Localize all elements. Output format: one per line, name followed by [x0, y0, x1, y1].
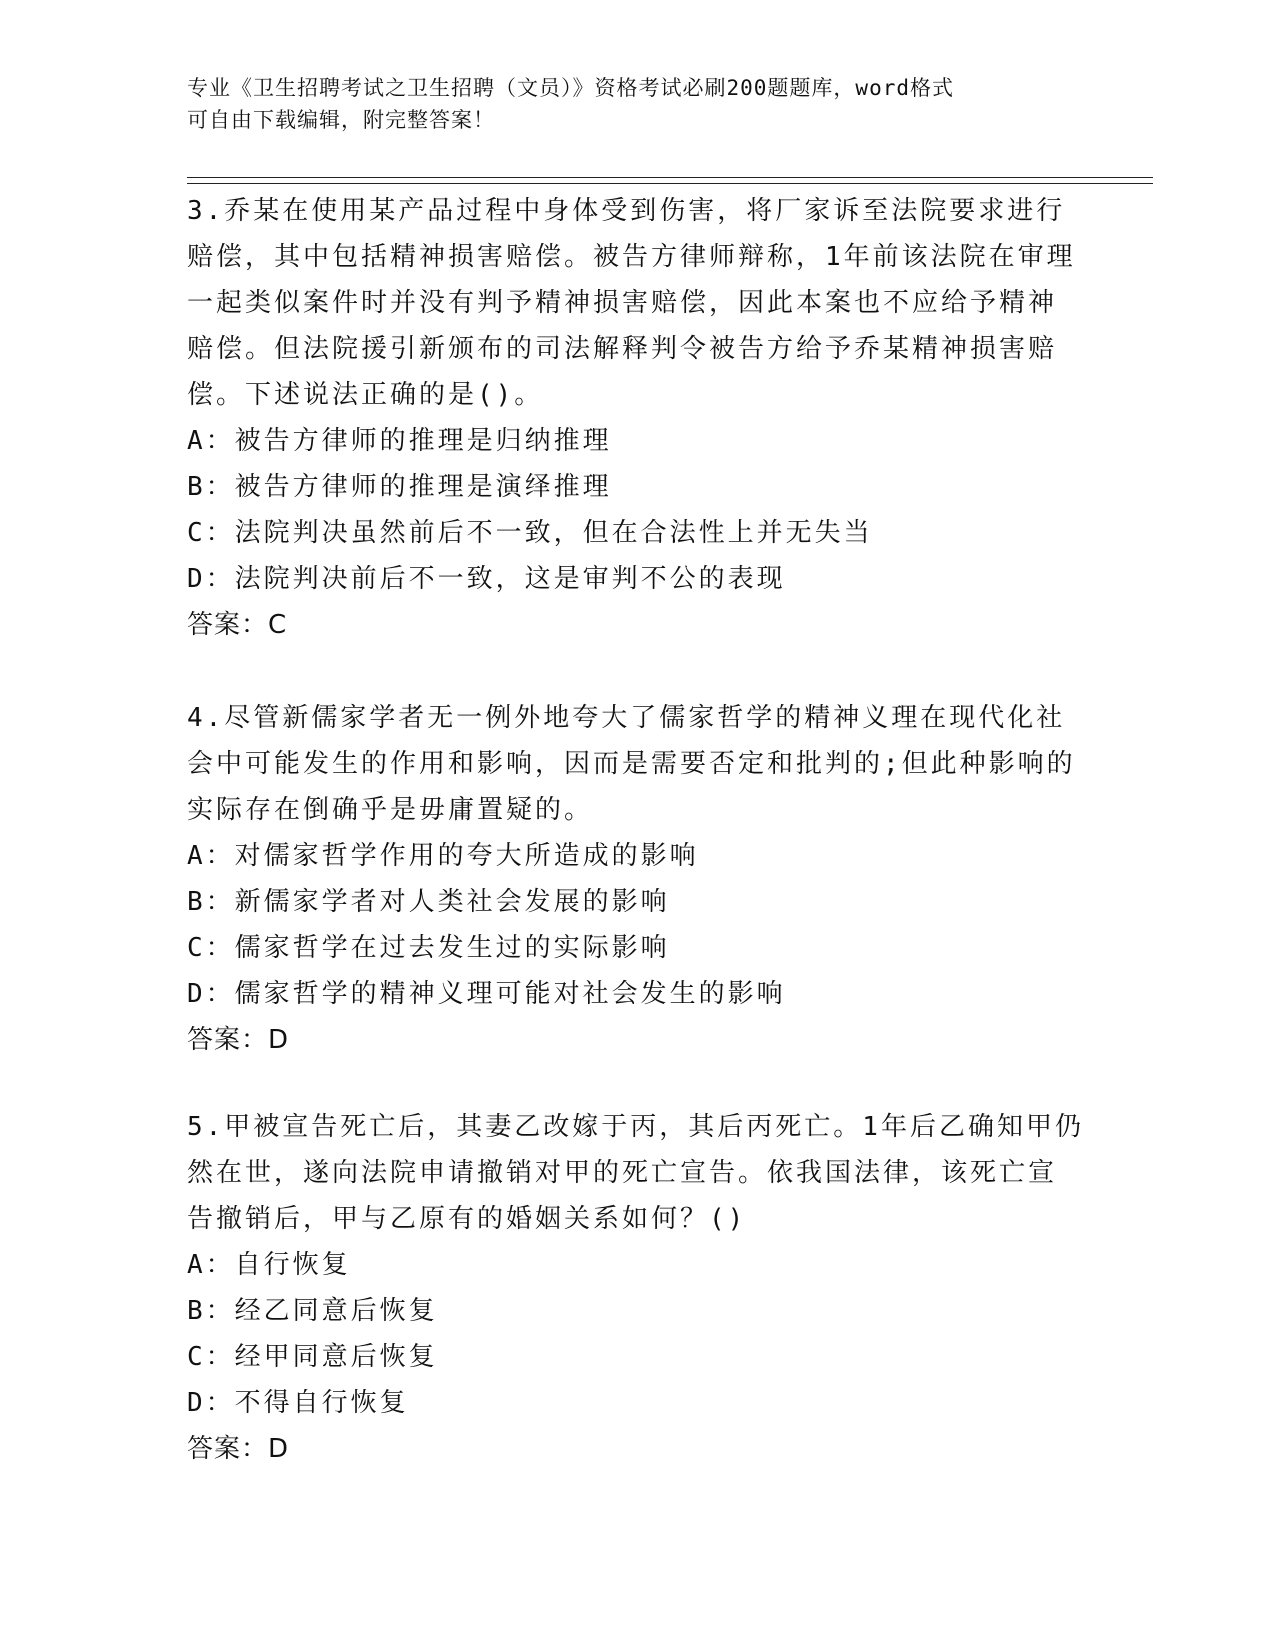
option-c: C：儒家哲学在过去发生过的实际影响	[187, 933, 670, 963]
option-c: C：经甲同意后恢复	[187, 1342, 438, 1372]
answer-line: 答案：C	[187, 610, 288, 640]
question-block	[187, 188, 1087, 648]
option-b: B：被告方律师的推理是演绎推理	[187, 472, 612, 502]
header-line: 可自由下载编辑，附完整答案！	[187, 108, 495, 132]
question-stem-line: 会中可能发生的作用和影响，因而是需要否定和批判的;但此种影响的	[187, 749, 1076, 779]
question-stem-line: 3.乔某在使用某产品过程中身体受到伤害，将厂家诉至法院要求进行	[187, 196, 1066, 226]
option-d: D：法院判决前后不一致，这是审判不公的表现	[187, 564, 786, 594]
question-stem-line: 4.尽管新儒家学者无一例外地夸大了儒家哲学的精神义理在现代化社	[187, 703, 1066, 733]
answer-line: 答案：D	[187, 1025, 290, 1055]
question-stem-line: 实际存在倒确乎是毋庸置疑的。	[187, 795, 594, 825]
question-stem-line: 5.甲被宣告死亡后，其妻乙改嫁于丙，其后丙死亡。1年后乙确知甲仍	[187, 1112, 1084, 1142]
question-stem-line: 然在世，遂向法院申请撤销对甲的死亡宣告。依我国法律，该死亡宣	[187, 1158, 1058, 1188]
option-a: A：自行恢复	[187, 1250, 351, 1280]
question-block	[187, 695, 1087, 1063]
option-b: B：新儒家学者对人类社会发展的影响	[187, 887, 670, 917]
header-divider	[187, 177, 1153, 178]
option-a: A：被告方律师的推理是归纳推理	[187, 426, 612, 456]
question-stem-line: 偿。下述说法正确的是()。	[187, 380, 544, 410]
question-stem-line: 告撤销后，甲与乙原有的婚姻关系如何？()	[187, 1204, 747, 1234]
option-d: D：儒家哲学的精神义理可能对社会发生的影响	[187, 979, 786, 1009]
question-stem-line: 赔偿。但法院援引新颁布的司法解释判令被告方给予乔某精神损害赔	[187, 334, 1058, 364]
option-c: C：法院判决虽然前后不一致，但在合法性上并无失当	[187, 518, 873, 548]
header-line: 专业《卫生招聘考试之卫生招聘（文员）》资格考试必刷200题题库，word格式	[187, 76, 954, 100]
question-stem-line: 一起类似案件时并没有判予精神损害赔偿，因此本案也不应给予精神	[187, 288, 1058, 318]
question-stem-line: 赔偿，其中包括精神损害赔偿。被告方律师辩称，1年前该法院在审理	[187, 242, 1076, 272]
header-divider	[187, 183, 1153, 184]
answer-line: 答案：D	[187, 1434, 290, 1464]
option-b: B：经乙同意后恢复	[187, 1296, 438, 1326]
document-header	[187, 72, 1087, 136]
option-a: A：对儒家哲学作用的夸大所造成的影响	[187, 841, 699, 871]
option-d: D：不得自行恢复	[187, 1388, 409, 1418]
question-block	[187, 1104, 1087, 1472]
